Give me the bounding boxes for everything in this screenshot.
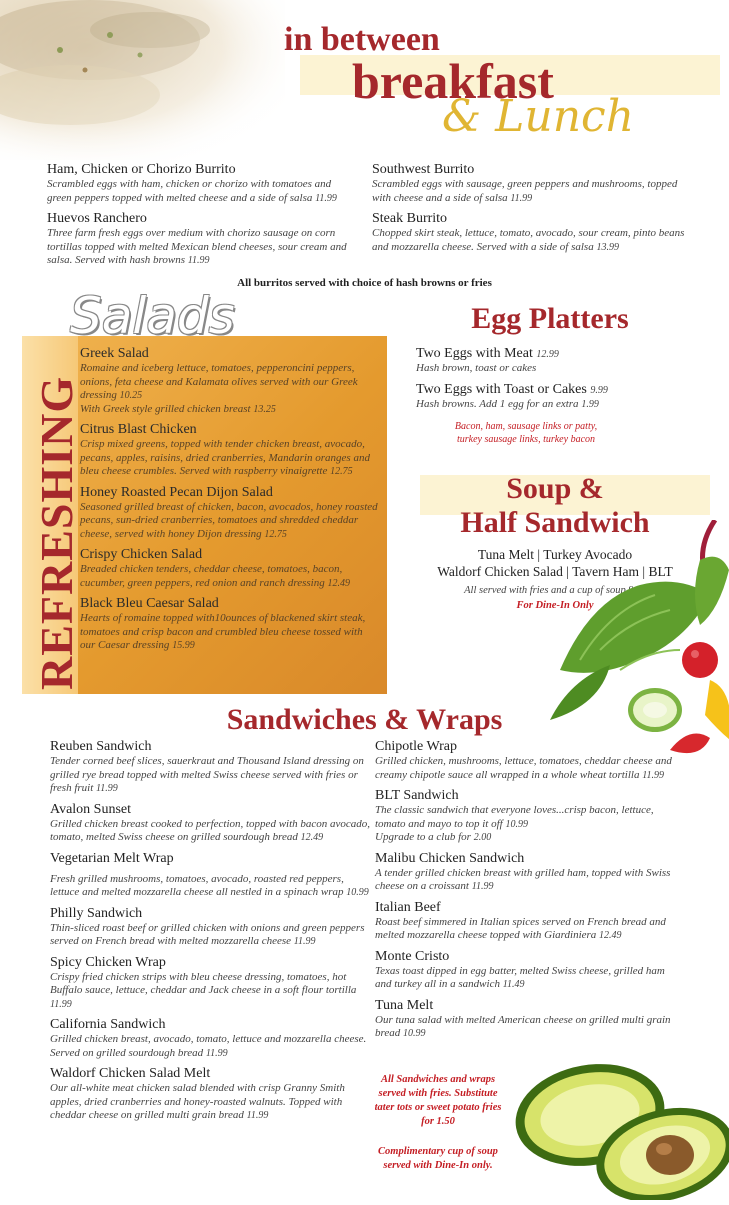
- item-price: 10.99: [403, 1028, 426, 1039]
- item-desc: Crispy fried chicken strips with bleu cheese dressing, tomatoes, hot Buffalo sauce, lettuce, cheddar and Jack cheese in a soft flour tortilla: [50, 970, 357, 996]
- item-desc-price: 1.99: [581, 398, 599, 410]
- item-extra: With Greek style grilled chicken breast: [80, 402, 251, 415]
- item-desc: Tender corned beef slices, sauerkraut and Thousand Island dressing on grilled rye bread topped with melted Swiss cheese served with fries or fresh fruit: [50, 755, 364, 794]
- menu-item: [375, 900, 675, 943]
- item-name: Honey Roasted Pecan Dijon Salad: [80, 484, 273, 500]
- item-name: Southwest Burrito: [372, 162, 475, 177]
- header-line1: in between: [284, 21, 440, 58]
- item-price: 11.99: [246, 1110, 269, 1121]
- egg-note-line2: turkey sausage links, turkey bacon: [456, 434, 596, 445]
- menu-item: [375, 788, 675, 845]
- item-price: 12.99: [536, 349, 559, 360]
- soup-title-line2: Half Sandwich: [460, 506, 650, 539]
- item-name: Black Bleu Caesar Salad: [80, 596, 219, 611]
- menu-item: [50, 1066, 372, 1123]
- item-name: Waldorf Chicken Salad Melt: [50, 1066, 211, 1081]
- item-name: Huevos Ranchero: [47, 211, 147, 226]
- menu-item: [416, 382, 706, 412]
- item-name: Two Eggs with Meat: [416, 346, 533, 361]
- item-name: Ham, Chicken or Chorizo Burrito: [47, 162, 236, 177]
- menu-item: [375, 851, 675, 894]
- item-price: 15.99: [172, 640, 195, 651]
- item-name: Monte Cristo: [375, 948, 450, 964]
- item-price: 11.99: [96, 783, 118, 794]
- item-extra-price: 2.00: [473, 832, 492, 843]
- egg-note-line1: Bacon, ham, sausage links or patty,: [454, 421, 598, 432]
- item-desc: Fresh grilled mushrooms, tomatoes, avocado, roasted red peppers, lettuce and melted mozzarella cheese all nestled in a spinach wrap: [50, 872, 344, 898]
- item-desc: Breaded chicken tenders, cheddar cheese, tomatoes, bacon, cucumber, green peppers, red onion and ranch dressing: [80, 563, 343, 589]
- menu-item: [80, 346, 380, 416]
- sandwiches-title: Sandwiches & Wraps: [226, 703, 503, 736]
- item-desc: Hearts of romaine topped with10ounces of blackened skirt steak, tomatoes and crisp bacon and crumbled bleu cheese tossed with our Caesar dressing: [80, 612, 366, 651]
- item-desc: Grilled chicken breast, avocado, tomato, lettuce and mozzarella cheese. Served on grilled sourdough bread: [50, 1033, 367, 1059]
- item-desc: Crisp mixed greens, topped with tender chicken breast, avocado, pecans, apples, raisins, dried cranberries, Mandarin oranges and bleu cheese crumbles. Served with raspberry vinaigrette: [80, 438, 370, 477]
- egg-platters-title: Egg Platters: [471, 302, 629, 335]
- item-name: California Sandwich: [50, 1017, 166, 1032]
- item-desc: Hash browns. Add 1 egg for an extra: [416, 397, 579, 410]
- item-desc: Scrambled eggs with ham, chicken or chorizo with tomatoes and green peppers topped with melted cheese and a side of salsa: [47, 178, 332, 204]
- item-name: Avalon Sunset: [50, 801, 132, 817]
- sandwiches-right-column: [375, 739, 675, 1047]
- menu-item: [47, 162, 357, 205]
- refreshing-vertical-text: REFRESHING: [31, 375, 82, 690]
- item-name: Malibu Chicken Sandwich: [375, 850, 525, 866]
- item-desc: Grilled chicken, mushrooms, lettuce, tomatoes, cheddar cheese and creamy chipotle sauce all wrapped in a whole wheat tortilla: [375, 755, 672, 781]
- menu-item: [80, 596, 380, 653]
- item-price: 12.75: [330, 466, 353, 477]
- burrito-photo: [0, 0, 285, 160]
- item-name: BLT Sandwich: [375, 788, 459, 803]
- item-desc: Grilled chicken breast cooked to perfection, topped with bacon avocado, tomato, melted Swiss cheese on grilled sourdough bread: [50, 817, 371, 843]
- item-name: Spicy Chicken Wrap: [50, 954, 166, 970]
- menu-item: [50, 739, 372, 796]
- avocado-image: [510, 1055, 729, 1200]
- soup-options-line1: Tuna Melt | Turkey Avocado: [477, 547, 633, 562]
- dine-in-soup-note: Complimentary cup of soup served with Dine-In only.: [378, 1146, 498, 1171]
- soup-dine-in: For Dine-In Only: [516, 600, 594, 611]
- item-name: Vegetarian Melt Wrap: [50, 850, 174, 866]
- item-price: 11.99: [510, 192, 533, 204]
- item-price: 11.99: [293, 936, 316, 947]
- item-name: Tuna Melt: [375, 997, 434, 1013]
- soup-title-line1: Soup &: [506, 472, 604, 505]
- item-price: 13.99: [596, 241, 619, 253]
- item-name: Reuben Sandwich: [50, 739, 152, 754]
- item-desc: Three farm fresh eggs over medium with chorizo sausage on corn tortillas topped with melted Mexican blend cheeses, sour cream and salsa. Served with hash browns: [47, 227, 347, 266]
- menu-item: [80, 485, 380, 542]
- item-price: 12.49: [300, 832, 324, 843]
- item-desc: Our all-white meat chicken salad blended with crisp Granny Smith apples, dried cranberries and honey-roasted walnuts. Topped with cheddar cheese on grilled multi grain bread: [50, 1082, 345, 1121]
- egg-platters-list: [416, 346, 706, 417]
- soup-options-line2: Waldorf Chicken Salad | Tavern Ham | BLT: [437, 564, 673, 579]
- item-desc: Scrambled eggs with sausage, green peppers and mushrooms, topped with cheese and a side of salsa: [372, 178, 678, 204]
- item-desc: Thin-sliced roast beef or grilled chicken with onions and green peppers served on French bread with melted mozzarella cheese: [50, 921, 365, 947]
- menu-item: [50, 1017, 372, 1060]
- item-price: 10.99: [505, 818, 528, 830]
- item-desc: Our tuna salad with melted American cheese on grilled multi grain bread: [375, 1013, 671, 1039]
- item-price: 11.49: [502, 979, 525, 990]
- menu-item: [80, 422, 380, 479]
- menu-item: [372, 162, 687, 205]
- menu-item: [50, 955, 372, 1012]
- item-price: 11.99: [205, 1047, 228, 1059]
- item-price: 12.49: [599, 930, 622, 941]
- item-price: 9.99: [590, 384, 608, 396]
- egg-platters-note: [416, 420, 636, 446]
- item-name: Greek Salad: [80, 346, 149, 361]
- item-price: 10.99: [346, 887, 369, 898]
- item-name: Steak Burrito: [372, 211, 448, 226]
- menu-item: [416, 346, 706, 376]
- header-line3: & Lunch: [442, 91, 635, 142]
- item-desc: Seasoned grilled breast of chicken, bacon, avocados, honey roasted pecans, sun-dried cranberries, tomatoes and shredded cheddar cheese, served with honey Dijon dressing: [80, 500, 378, 540]
- menu-item: [50, 802, 372, 845]
- item-name: Italian Beef: [375, 899, 441, 915]
- soup-served-text: All served with fries and a cup of soup: [464, 585, 626, 596]
- menu-item: [80, 547, 380, 590]
- salads-title: Salads: [70, 287, 235, 345]
- breakfast-right-column: [372, 162, 687, 260]
- item-price: 11.99: [50, 998, 72, 1010]
- menu-item: [50, 851, 372, 900]
- item-price: 12.49: [327, 577, 350, 589]
- item-name: Two Eggs with Toast or Cakes: [416, 381, 587, 397]
- item-name: Philly Sandwich: [50, 905, 143, 921]
- item-desc: Hash brown, toast or cakes: [416, 362, 537, 374]
- item-desc: A tender grilled chicken breast with grilled ham, topped with Swiss cheese on a croissant: [375, 866, 671, 892]
- item-extra-price: 13.25: [253, 403, 276, 415]
- item-desc: Texas toast dipped in egg batter, melted Swiss cheese, grilled ham and turkey all in a sandwich: [375, 964, 665, 990]
- breakfast-left-column: [47, 162, 357, 274]
- menu-item: [375, 949, 675, 992]
- item-price: 10.25: [119, 390, 143, 401]
- menu-item: [372, 211, 687, 254]
- item-desc: Roast beef simmered in Italian spices served on French bread and melted mozzarella cheese topped with Giardiniera: [375, 915, 666, 941]
- item-name: Chipotle Wrap: [375, 739, 457, 754]
- menu-item: [375, 739, 675, 782]
- item-name: Citrus Blast Chicken: [80, 422, 197, 437]
- menu-item: [375, 998, 675, 1041]
- item-price: 11.99: [315, 192, 337, 204]
- header-line2: breakfast: [352, 53, 554, 109]
- item-name: Crispy Chicken Salad: [80, 547, 203, 562]
- menu-item: [47, 211, 357, 268]
- item-desc: Romaine and iceberg lettuce, tomatoes, pepperoncini peppers, onions, feta cheese and Kalamata olives served with our Greek dressing: [80, 362, 358, 401]
- item-price: 11.99: [642, 769, 664, 781]
- menu-item: [50, 906, 372, 949]
- item-extra: Upgrade to a club for: [375, 831, 471, 843]
- item-price: 11.99: [187, 255, 210, 266]
- salads-list: [80, 346, 380, 659]
- burrito-note: All burritos served with choice of hash browns or fries: [237, 277, 492, 289]
- item-price: 11.99: [471, 881, 494, 892]
- item-price: 12.75: [264, 528, 287, 540]
- item-desc: Chopped skirt steak, lettuce, tomato, avocado, sour cream, pinto beans and mozzarella cheese. Served with a side of salsa: [372, 227, 685, 253]
- sandwiches-note: All Sandwiches and wraps served with fries. Substitute tater tots or sweet potato fries for 1.50: [374, 1074, 502, 1127]
- sandwiches-left-column: [50, 739, 372, 1129]
- item-desc: The classic sandwich that everyone loves...crisp bacon, lettuce, tomato and mayo to top it off: [375, 804, 654, 830]
